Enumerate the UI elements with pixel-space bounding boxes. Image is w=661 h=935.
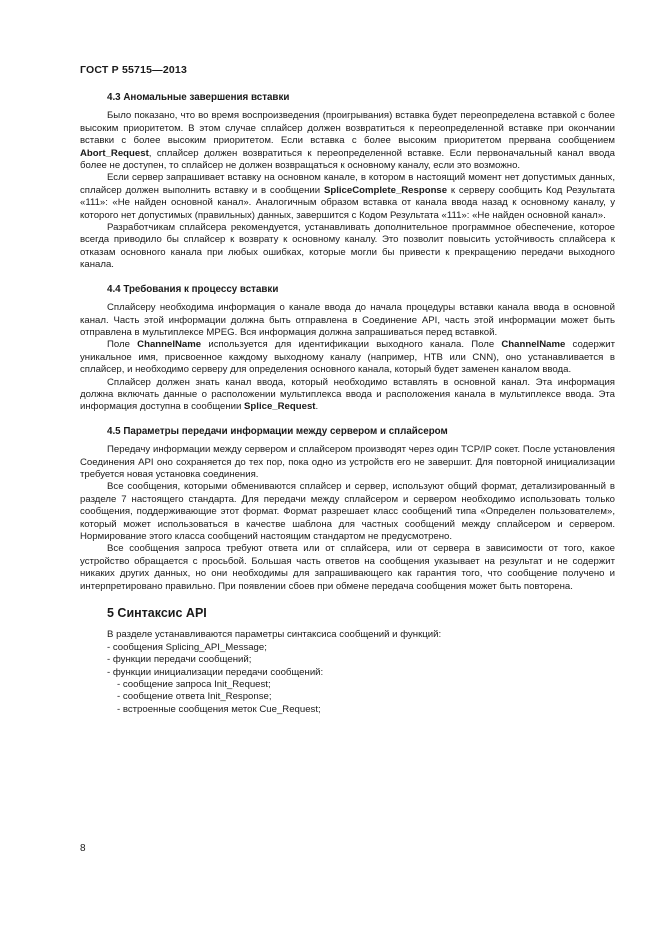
sub-list-item: - сообщение ответа Init_Response; [117,691,272,703]
section-4-3-paragraph-3: Разработчикам сплайсера рекомендуется, устанавливать дополнительное программное обеспечение, которое всегда приводило бы сплайсер к возврату к основному каналу. Это позволит повысить устойчивость сплайсера к отказам основного канала при любых ошибках, которые могли бы привести к прекращению передачи выходного канала. [80,222,615,271]
section-4-3-paragraph-2: Если сервер запрашивает вставку на основном канале, в котором в настоящий момент нет допустимых данных, сплайсер должен выполнить вставку и в сообщении SpliceComplete_Response к серверу сообщить Код Результата «111»: «Не найден основной канал». Аналогичным образом вставка от канала ввода назад к основному каналу, у которого нет допустимых (правильных) данных, завершится с Кодом Результата «111»: «Не найден основной канал». [80,172,615,221]
document-header: ГОСТ Р 55715—2013 [80,64,188,76]
list-item: - функции инициализации передачи сообщений: [107,666,324,678]
section-4-5-title: 4.5 Параметры передачи информации между сервером и сплайсером [107,425,448,437]
sub-list-item: - встроенные сообщения меток Cue_Request; [117,703,321,715]
sub-list-item: - сообщение запроса Init_Request; [117,679,271,691]
list-item: - функции передачи сообщений; [107,654,252,666]
list-item: - сообщения Splicing_API_Message; [107,641,267,653]
section-4-5-paragraph-2: Все сообщения, которыми обмениваются сплайсер и сервер, используют общий формат, детализированный в разделе 7 настоящего стандарта. Для передачи между сплайсером и сервером необходимо использовать только сообщения, поддерживающие этот формат. Формат разрешает класс сообщений типа «Определен пользователем», который может использоваться в качестве шаблона для частных сообщений между сплайсером и сервером. Нормирование этого класса сообщений настоящим стандартом не предусмотрено. [80,481,615,542]
section-4-3-paragraph-1: Было показано, что во время воспроизведения (проигрывания) вставка будет переопределена вставкой с более высоким приоритетом. В этом случае сплайсер должен возвратиться к переопределенной вставке при окончании вставки с более высоким приоритетом. Если вставка с более высоким приоритетом прервана сообщением Abort_Request, сплайсер должен возвратиться к переопределенной вставке. Если первоначальный канал ввода более не доступен, то сплайсер не должен возвращаться к основному каналу, если это возможно. [80,110,615,172]
section-4-5-paragraph-1: Передачу информации между сервером и сплайсером производят через один TCP/IP сокет. После установления Соединения API оно сохраняется до тех пор, пока одно из устройств его не завершит. Для повторной инициализации требуется новая установка соединения. [80,444,615,480]
section-5-list [80,642,615,716]
section-5-title: 5 Синтаксис API [107,606,207,621]
section-4-5-paragraph-3: Все сообщения запроса требуют ответа или от сплайсера, или от сервера в зависимости от того, какое устройство обращается с просьбой. Большая часть ответов на сообщения указывает на результат и не содержит никаких других данных, но они необходимы для запрашивающего как гарантия того, что сообщение получено и интерпретировано правильно. При появлении сбоев при обмене передача сообщения может быть повторена. [80,543,615,592]
section-5-intro: В разделе устанавливаются параметры синтаксиса сообщений и функций: [107,629,442,641]
section-4-4-paragraph-3: Сплайсер должен знать канал ввода, который необходимо вставлять в основной канал. Эта информация должна включать данные о расположении мультиплекса ввода и расположения канала в мультиплексе ввода. Эта информация доступна в сообщении Splice_Request. [80,376,615,413]
page-number: 8 [80,843,86,854]
page-body [80,90,615,716]
section-4-4-paragraph-1: Сплайсеру необходима информация о канале ввода до начала процедуры вставки канала ввода в основной канал. Часть этой информации должна быть отправлена в Соединение API, часть этой информации может быть отправлена в мультиплексе MPEG. Вся информация должна запрашиваться перед вставкой. [80,302,615,338]
section-4-3-title: 4.3 Аномальные завершения вставки [107,92,290,103]
section-4-4-title: 4.4 Требования к процессу вставки [107,283,279,295]
section-4-4-paragraph-2: Поле ChannelName используется для идентификации выходного канала. Поле ChannelName содержит уникальное имя, присвоенное каждому выходному каналу (например, HTB или CNN), оно устанавливается в сплайсер, и необходимо серверу для определения основного канала, который будет заменен каналом ввода. [80,339,616,376]
